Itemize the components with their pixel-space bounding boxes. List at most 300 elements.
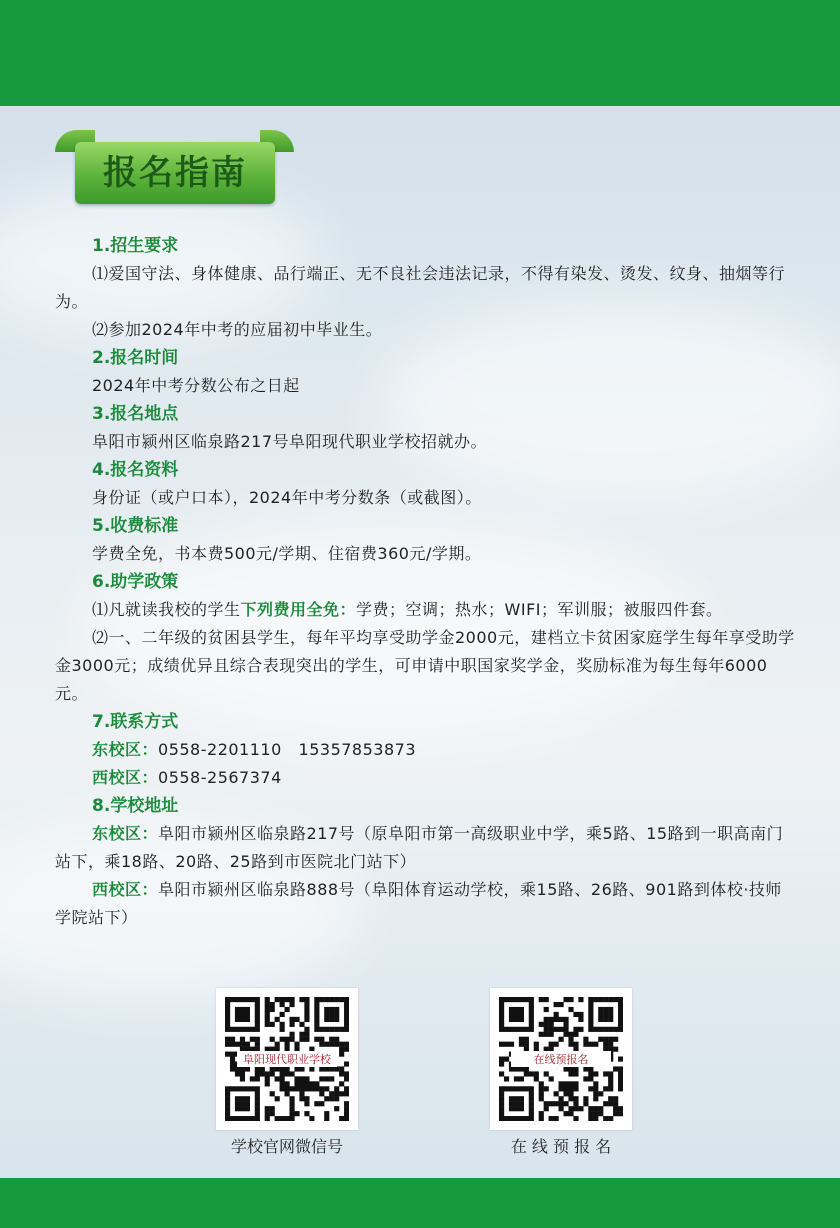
qr-module — [618, 1027, 623, 1032]
contact-east — [55, 736, 795, 764]
qr-module — [613, 1111, 618, 1116]
qr-module — [294, 1017, 299, 1022]
qr-module — [225, 1101, 230, 1106]
qr-module — [608, 1081, 613, 1086]
qr-module — [554, 1012, 559, 1017]
qr-module — [329, 1037, 334, 1042]
qr-module — [573, 1042, 578, 1047]
qr-module — [608, 1096, 613, 1101]
qr-module — [270, 1111, 275, 1116]
qr-module — [289, 1032, 294, 1037]
qr-module — [539, 1086, 544, 1091]
qr-module — [593, 1116, 598, 1121]
qr-module — [618, 1022, 623, 1027]
qr-module — [304, 1076, 309, 1081]
qr-module — [588, 1071, 593, 1076]
qr-module — [514, 1007, 519, 1012]
qr-module — [549, 1042, 554, 1047]
qr-module — [255, 1111, 260, 1116]
qr-module — [245, 1101, 250, 1106]
qr-code-wechat[interactable] — [216, 988, 358, 1130]
qr-module — [225, 1007, 230, 1012]
qr-module — [554, 1116, 559, 1121]
contact-west — [55, 764, 795, 792]
qr-module — [514, 1066, 519, 1071]
qr-module — [519, 1096, 524, 1101]
qr-module — [563, 1091, 568, 1096]
qr-module — [608, 1037, 613, 1042]
qr-module — [603, 1012, 608, 1017]
qr-module — [554, 1002, 559, 1007]
qr-module — [509, 1086, 514, 1091]
qr-module — [329, 997, 334, 1002]
address-east-value: 阜阳市颍州区临泉路217号（原阜阳市第一高级职业中学，乘5路、15路到一职高南门站下，乘18路、20路、25路到市医院北门站下） — [55, 824, 784, 871]
qr-module — [588, 1086, 593, 1091]
requirement-item-2: ⑵参加2024年中考的应届初中毕业生。 — [92, 320, 383, 339]
qr-module — [265, 1071, 270, 1076]
qr-module — [250, 1076, 255, 1081]
qr-module — [499, 1096, 504, 1101]
qr-module — [280, 1081, 285, 1086]
qr-module — [304, 1017, 309, 1022]
qr-module — [329, 1017, 334, 1022]
qr-module — [563, 1066, 568, 1071]
qr-module — [529, 1116, 534, 1121]
qr-module — [568, 1042, 573, 1047]
qr-module — [319, 1027, 324, 1032]
qr-module — [294, 1047, 299, 1052]
qr-module — [509, 1106, 514, 1111]
qr-module — [598, 1012, 603, 1017]
qr-module — [549, 1101, 554, 1106]
qr-module — [314, 1002, 319, 1007]
qr-module — [568, 1066, 573, 1071]
qr-module — [499, 1091, 504, 1096]
qr-module — [334, 1106, 339, 1111]
qr-module — [285, 1081, 290, 1086]
qr-module — [539, 997, 544, 1002]
qr-module — [235, 1012, 240, 1017]
qr-module — [588, 1066, 593, 1071]
qr-module — [549, 1027, 554, 1032]
qr-module — [240, 1037, 245, 1042]
qr-module — [583, 1042, 588, 1047]
qr-module — [225, 1037, 230, 1042]
qr-module — [289, 1106, 294, 1111]
qr-module — [235, 1116, 240, 1121]
qr-module — [319, 1091, 324, 1096]
qr-module — [230, 1061, 235, 1066]
qr-module — [514, 1096, 519, 1101]
qr-module — [529, 1071, 534, 1076]
qr-module — [270, 1037, 275, 1042]
qr-module — [598, 1111, 603, 1116]
qr-module — [235, 1096, 240, 1101]
qr-module — [563, 1032, 568, 1037]
qr-module — [265, 1022, 270, 1027]
qr-module — [240, 1106, 245, 1111]
address-east — [55, 820, 795, 876]
qr-module — [563, 1101, 568, 1106]
qr-module — [618, 1057, 623, 1062]
qr-module — [509, 1116, 514, 1121]
qr-module — [618, 1071, 623, 1076]
qr-module — [304, 1081, 309, 1086]
qr-module — [514, 1017, 519, 1022]
qr-module — [334, 1091, 339, 1096]
qr-module — [529, 1111, 534, 1116]
qr-module — [539, 1081, 544, 1086]
qr-module — [499, 1057, 504, 1062]
qr-module — [255, 1007, 260, 1012]
qr-module — [524, 997, 529, 1002]
qr-module — [544, 1071, 549, 1076]
qr-module — [235, 1086, 240, 1091]
qr-module — [514, 997, 519, 1002]
qr-module — [514, 1012, 519, 1017]
qr-module — [549, 1047, 554, 1052]
qr-module — [529, 1086, 534, 1091]
qr-module — [559, 1081, 564, 1086]
qr-module — [270, 1106, 275, 1111]
qr-module — [568, 1091, 573, 1096]
qr-module — [339, 1042, 344, 1047]
qr-module — [509, 1096, 514, 1101]
contact-west-label: 西校区： — [92, 768, 159, 787]
policy-item-1 — [55, 596, 795, 624]
qr-module — [509, 1012, 514, 1017]
qr-module — [235, 1101, 240, 1106]
qr-module — [519, 1017, 524, 1022]
qr-module — [618, 1111, 623, 1116]
qr-module — [280, 1116, 285, 1121]
qr-module — [304, 1086, 309, 1091]
qr-module — [265, 1007, 270, 1012]
qr-module — [583, 1101, 588, 1106]
qr-module — [255, 1027, 260, 1032]
qr-module — [563, 1111, 568, 1116]
qr-overlay-label: 阜阳现代职业学校 — [243, 1053, 331, 1066]
registration-time: 2024年中考分数公布之日起 — [92, 376, 300, 395]
qr-module — [544, 997, 549, 1002]
qr-module — [314, 1101, 319, 1106]
qr-module — [344, 997, 349, 1002]
qr-module — [593, 1106, 598, 1111]
qr-module — [230, 1037, 235, 1042]
qr-module — [529, 1007, 534, 1012]
qr-module — [568, 1106, 573, 1111]
qr-module — [299, 1032, 304, 1037]
qr-module — [230, 1027, 235, 1032]
qr-module — [245, 1042, 250, 1047]
qr-module — [593, 1111, 598, 1116]
qr-module — [299, 1037, 304, 1042]
qr-module — [559, 1037, 564, 1042]
qr-module — [334, 1037, 339, 1042]
qr-module — [299, 1076, 304, 1081]
contact-east-phone: 0558-2201110 15357853873 — [158, 740, 416, 759]
qr-module — [568, 1111, 573, 1116]
qr-module — [529, 1091, 534, 1096]
qr-module — [255, 1042, 260, 1047]
qr-module — [265, 1012, 270, 1017]
qr-module — [583, 1037, 588, 1042]
qr-module — [568, 1032, 573, 1037]
qr-module — [544, 1086, 549, 1091]
qr-module — [324, 1066, 329, 1071]
qr-module — [299, 997, 304, 1002]
qr-module — [285, 1091, 290, 1096]
qr-module — [329, 1007, 334, 1012]
qr-module — [588, 1017, 593, 1022]
qr-module — [245, 1007, 250, 1012]
qr-module — [514, 1106, 519, 1111]
qr-module — [593, 1081, 598, 1086]
qr-module — [559, 1101, 564, 1106]
qr-module — [588, 1007, 593, 1012]
qr-module — [524, 1066, 529, 1071]
qr-module — [499, 1012, 504, 1017]
qr-module — [573, 1116, 578, 1121]
qr-module — [613, 1047, 618, 1052]
qr-module — [304, 1012, 309, 1017]
qr-module — [573, 1012, 578, 1017]
qr-module — [280, 1002, 285, 1007]
qr-module — [235, 1071, 240, 1076]
section-heading-fees: 5.收费标准 — [92, 516, 179, 536]
qr-module — [559, 1096, 564, 1101]
qr-module — [563, 1017, 568, 1022]
qr-module — [618, 1007, 623, 1012]
qr-module — [299, 1081, 304, 1086]
qr-module — [519, 1027, 524, 1032]
qr-module — [334, 1027, 339, 1032]
qr-module — [245, 1017, 250, 1022]
qr-module — [260, 1071, 265, 1076]
qr-module — [319, 1101, 324, 1106]
qr-module — [613, 997, 618, 1002]
qr-module — [289, 1022, 294, 1027]
qr-module — [235, 1017, 240, 1022]
qr-module — [245, 1116, 250, 1121]
qr-register-block — [490, 988, 632, 1158]
qr-module — [255, 1047, 260, 1052]
qr-module — [499, 1007, 504, 1012]
qr-module — [225, 1012, 230, 1017]
qr-module — [309, 1116, 314, 1121]
qr-module — [265, 1002, 270, 1007]
qr-module — [299, 1066, 304, 1071]
qr-module — [324, 1027, 329, 1032]
qr-module — [608, 997, 613, 1002]
qr-caption-wechat: 学校官网微信号 — [230, 1137, 343, 1156]
qr-module — [294, 1086, 299, 1091]
qr-module — [255, 1037, 260, 1042]
title-banner — [55, 130, 295, 210]
qr-module — [573, 1071, 578, 1076]
qr-module — [613, 1027, 618, 1032]
qr-module — [265, 1106, 270, 1111]
qr-module — [314, 1081, 319, 1086]
qr-module — [514, 1116, 519, 1121]
qr-module — [603, 1042, 608, 1047]
qr-module — [240, 1066, 245, 1071]
qr-module — [280, 1076, 285, 1081]
address-west-label: 西校区： — [92, 880, 159, 899]
qr-module — [235, 1027, 240, 1032]
qr-module — [544, 1047, 549, 1052]
qr-module — [230, 1057, 235, 1062]
qr-module — [618, 1081, 623, 1086]
qr-module — [613, 1037, 618, 1042]
policy-item-1-highlight: 下列费用全免： — [240, 600, 357, 619]
qr-module — [608, 1042, 613, 1047]
qr-module — [608, 1116, 613, 1121]
qr-code-register[interactable] — [490, 988, 632, 1130]
qr-module — [265, 1111, 270, 1116]
qr-module — [329, 1096, 334, 1101]
qr-module — [519, 1007, 524, 1012]
qr-module — [524, 1086, 529, 1091]
qr-module — [524, 1042, 529, 1047]
qr-module — [289, 1017, 294, 1022]
qr-module — [344, 1061, 349, 1066]
qr-module — [339, 1081, 344, 1086]
qr-module — [240, 1017, 245, 1022]
qr-module — [250, 1037, 255, 1042]
qr-module — [255, 1106, 260, 1111]
qr-module — [554, 1042, 559, 1047]
qr-module — [504, 1116, 509, 1121]
qr-module — [563, 1022, 568, 1027]
qr-module — [314, 1017, 319, 1022]
qr-module — [499, 997, 504, 1002]
qr-module — [334, 1042, 339, 1047]
qr-module — [549, 1076, 554, 1081]
qr-module — [608, 1071, 613, 1076]
qr-module — [285, 1086, 290, 1091]
qr-module — [504, 997, 509, 1002]
qr-module — [499, 1027, 504, 1032]
qr-module — [255, 1012, 260, 1017]
qr-module — [588, 1027, 593, 1032]
qr-module — [289, 1086, 294, 1091]
qr-module — [255, 997, 260, 1002]
qr-module — [324, 1042, 329, 1047]
qr-module — [593, 997, 598, 1002]
qr-module — [559, 1086, 564, 1091]
qr-module — [240, 1047, 245, 1052]
qr-module — [588, 1002, 593, 1007]
qr-module — [539, 1032, 544, 1037]
qr-module — [299, 1086, 304, 1091]
qr-module — [294, 1066, 299, 1071]
qr-module — [240, 1101, 245, 1106]
qr-module — [225, 1027, 230, 1032]
qr-module — [618, 1106, 623, 1111]
qr-module — [235, 1042, 240, 1047]
qr-module — [339, 1091, 344, 1096]
qr-module — [613, 1096, 618, 1101]
qr-module — [319, 1042, 324, 1047]
qr-module — [613, 1066, 618, 1071]
qr-module — [225, 1086, 230, 1091]
qr-module — [304, 1111, 309, 1116]
qr-module — [603, 1047, 608, 1052]
qr-module — [509, 1101, 514, 1106]
qr-module — [245, 1096, 250, 1101]
qr-module — [245, 1012, 250, 1017]
qr-module — [270, 1022, 275, 1027]
qr-wechat-block — [216, 988, 358, 1158]
qr-module — [344, 1002, 349, 1007]
qr-module — [344, 1106, 349, 1111]
qr-module — [319, 1037, 324, 1042]
qr-module — [289, 1096, 294, 1101]
registration-materials: 身份证（或户口本），2024年中考分数条（或截图）。 — [92, 488, 482, 507]
qr-module — [603, 1116, 608, 1121]
qr-module — [529, 1096, 534, 1101]
qr-module — [529, 1022, 534, 1027]
qr-module — [593, 1091, 598, 1096]
section-heading-contact: 7.联系方式 — [92, 712, 179, 732]
qr-module — [559, 1106, 564, 1111]
qr-module — [504, 1027, 509, 1032]
qr-module — [250, 1027, 255, 1032]
fee-standard: 学费全免，书本费500元/学期、住宿费360元/学期。 — [92, 544, 482, 563]
qr-module — [285, 1037, 290, 1042]
qr-module — [559, 1027, 564, 1032]
qr-module — [539, 1091, 544, 1096]
qr-module — [519, 1101, 524, 1106]
policy-item-2: ⑵一、二年级的贫困县学生，每年平均享受助学金2000元，建档立卡贫困家庭学生每年享受助学金3000元；成绩优异且综合表现突出的学生，可申请中职国家奖学金，奖励标准为每生每年6000元。 — [55, 628, 795, 703]
qr-module — [225, 1002, 230, 1007]
qr-module — [568, 1096, 573, 1101]
qr-module — [598, 1027, 603, 1032]
qr-module — [499, 1106, 504, 1111]
qr-module — [334, 1007, 339, 1012]
qr-module — [588, 1022, 593, 1027]
qr-module — [255, 1002, 260, 1007]
qr-module — [304, 997, 309, 1002]
qr-module — [339, 1066, 344, 1071]
qr-module — [549, 1116, 554, 1121]
qr-module — [534, 1047, 539, 1052]
qr-module — [285, 1047, 290, 1052]
section-heading-materials: 4.报名资料 — [92, 460, 179, 480]
qr-module — [608, 1007, 613, 1012]
qr-module — [304, 1002, 309, 1007]
qr-module — [578, 1106, 583, 1111]
qr-module — [593, 1042, 598, 1047]
qr-module — [314, 1007, 319, 1012]
qr-module — [588, 1076, 593, 1081]
qr-module — [344, 1091, 349, 1096]
policy-item-1-rest: 学费；空调；热水；WIFI；军训服；被服四件套。 — [356, 600, 723, 619]
qr-module — [280, 1071, 285, 1076]
qr-module — [265, 1047, 270, 1052]
qr-module — [250, 997, 255, 1002]
qr-module — [255, 1017, 260, 1022]
qr-module — [329, 1066, 334, 1071]
qr-module — [539, 1116, 544, 1121]
qr-module — [339, 1071, 344, 1076]
qr-module — [270, 1002, 275, 1007]
qr-module — [339, 1052, 344, 1057]
qr-module — [509, 1042, 514, 1047]
qr-module — [314, 1086, 319, 1091]
qr-module — [240, 1116, 245, 1121]
